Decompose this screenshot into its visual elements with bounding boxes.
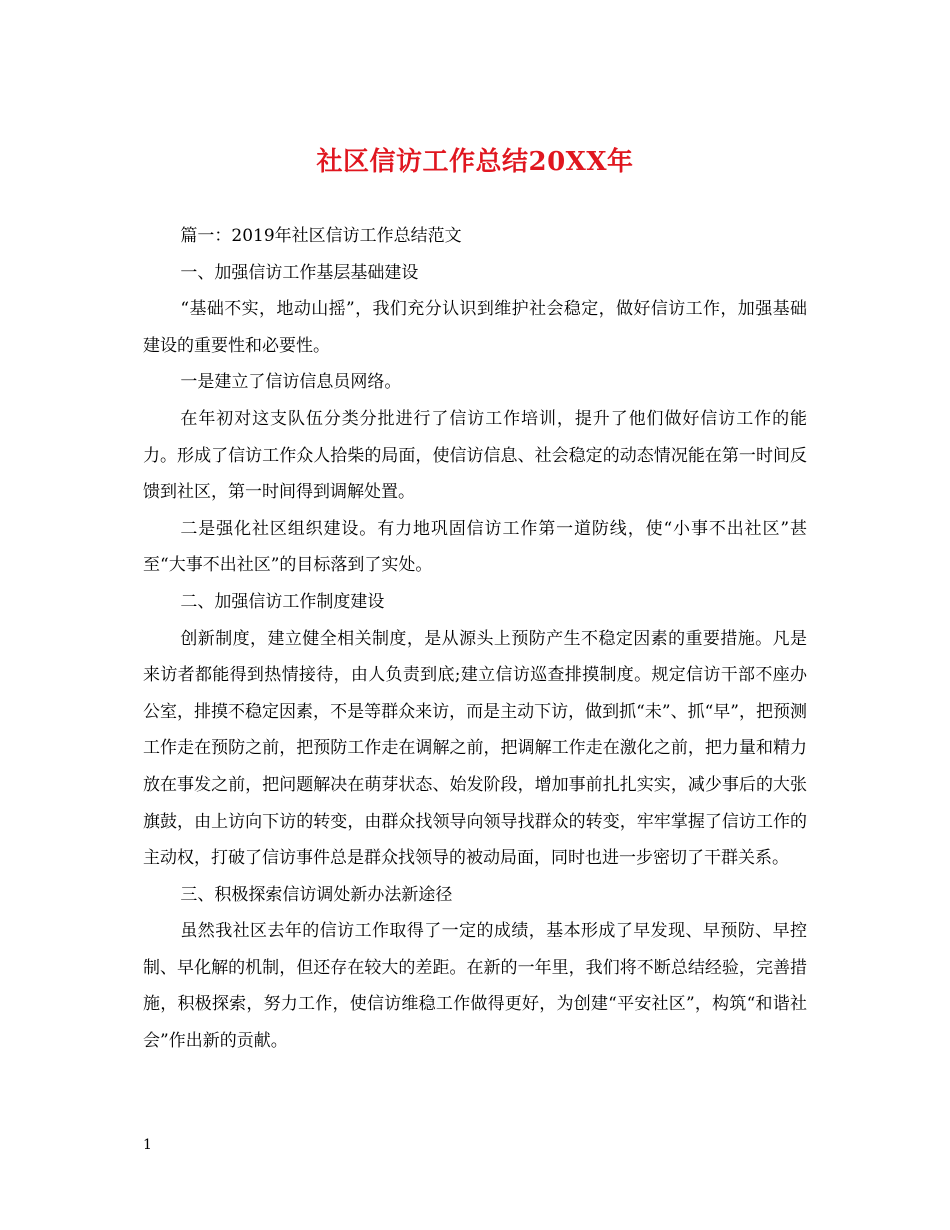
paragraph: “基础不实，地动山摇”，我们充分认识到维护社会稳定，做好信访工作，加强基础建设的重要性和必要性。	[143, 299, 807, 356]
paragraph: 二是强化社区组织建设。有力地巩固信访工作第一道防线，使“小事不出社区”甚至“大事不出社区”的目标落到了实处。	[143, 518, 807, 576]
section-heading-1: 一、加强信访工作基层基础建设	[180, 262, 419, 283]
page-number: 1	[143, 1137, 152, 1153]
section-heading-3: 三、积极探索信访调处新办法新途径	[180, 884, 453, 905]
section-heading-2: 二、加强信访工作制度建设	[180, 591, 385, 612]
paragraph: 创新制度，建立健全相关制度，是从源头上预防产生不稳定因素的重要措施。凡是来访者都能得到热情接待，由人负责到底;建立信访巡查排摸制度。规定信访干部不座办公室，排摸不稳定因素，不是等群众来访，而是主动下访，做到抓“未”、抓“早”，把预测工作走在预防之前，把预防工作走在调解之前，把调解工作走在激化之前，把力量和精力放在事发之前，把问题解决在萌芽状态、始发阶段，增加事前扎扎实实，减少事后的大张旗鼓，由上访向下访的转变，由群众找领导向领导找群众的转变，牢牢掌握了信访工作的主动权，打破了信访事件总是群众找领导的被动局面，同时也进一步密切了干群关系。	[143, 628, 807, 869]
paragraph: 在年初对这支队伍分类分批进行了信访工作培训，提升了他们做好信访工作的能力。形成了信访工作众人拾柴的局面，使信访信息、社会稳定的动态情况能在第一时间反馈到社区，第一时间得到调解处置。	[143, 408, 807, 503]
paragraph-heading-article: 篇一：2019年社区信访工作总结范文	[180, 226, 462, 246]
paragraph: 一是建立了信访信息员网络。	[180, 372, 402, 393]
document-body	[143, 218, 807, 1060]
paragraph: 虽然我社区去年的信访工作取得了一定的成绩，基本形成了早发现、早预防、早控制、早化解的机制，但还存在较大的差距。在新的一年里，我们将不断总结经验，完善措施，积极探索，努力工作，使信访维稳工作做得更好，为创建“平安社区”，构筑“和谐社会”作出新的贡献。	[143, 921, 807, 1052]
document-title: 社区信访工作总结20XX年	[316, 147, 634, 177]
